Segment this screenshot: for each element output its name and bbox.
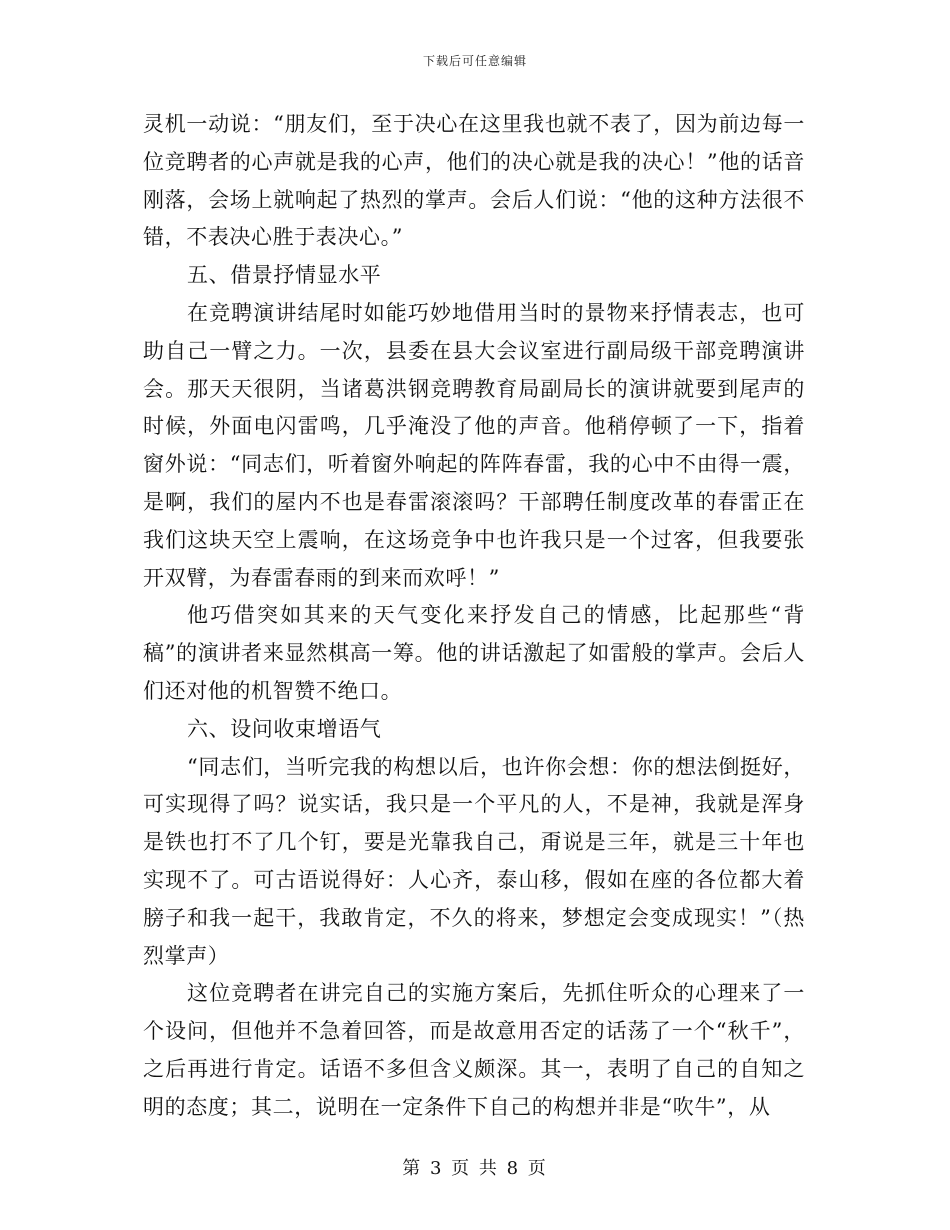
page-header: 下载后可任意编辑 — [422, 54, 527, 68]
body-paragraph: 这位竞聘者在讲完自己的实施方案后，先抓住听众的心理来了一个设问，但他并不急着回答，而是故意用否定的话荡了一个“秋千”，之后再进行肯定。话语不多但含义颇深。其一，表明了自己的自知之明的态度；其二，说明在一定条件下自己的构想并非是“吹牛”，从 — [143, 981, 805, 1119]
body-paragraph: “同志们，当听完我的构想以后，也许你会想：你的想法倒挺好，可实现得了吗？说实话，我只是一个平凡的人，不是神，我就是浑身是铁也打不了几个钉，要是光靠我自己，甭说是三年，就是三十年也实现不了。可古语说得好：人心齐，泰山移，假如在座的各位都大着膀子和我一起干，我敢肯定，不久的将来，梦想定会变成现实！”（热烈掌声） — [143, 754, 805, 968]
document-body — [143, 106, 805, 1127]
section-heading: 六、设问收束增语气 — [187, 716, 382, 741]
section-heading: 五、借景抒情显水平 — [187, 263, 382, 288]
page-footer: 第 3 页 共 8 页 — [402, 1158, 548, 1179]
body-paragraph: 在竞聘演讲结尾时如能巧妙地借用当时的景物来抒情表志，也可助自己一臂之力。一次，县委在县大会议室进行副局级干部竞聘演讲会。那天天很阴，当诸葛洪钢竞聘教育局副局长的演讲就要到尾声的时候，外面电闪雷鸣，几乎淹没了他的声音。他稍停顿了一下，指着窗外说：“同志们，听着窗外响起的阵阵春雷，我的心中不由得一震，是啊，我们的屋内不也是春雷滚滚吗？干部聘任制度改革的春雷正在我们这块天空上震响，在这场竞争中也许我只是一个过客，但我要张开双臂，为春雷春雨的到来而欢呼！” — [143, 300, 805, 590]
body-paragraph: 灵机一动说：“朋友们，至于决心在这里我也就不表了，因为前边每一位竞聘者的心声就是我的心声，他们的决心就是我的决心！”他的话音刚落，会场上就响起了热烈的掌声。会后人们说：“他的这种方法很不错，不表决心胜于表决心。” — [143, 112, 805, 250]
body-paragraph: 他巧借突如其来的天气变化来抒发自己的情感，比起那些“背稿”的演讲者来显然棋高一筹。他的讲话激起了如雷般的掌声。会后人们还对他的机智赞不绝口。 — [143, 603, 805, 703]
